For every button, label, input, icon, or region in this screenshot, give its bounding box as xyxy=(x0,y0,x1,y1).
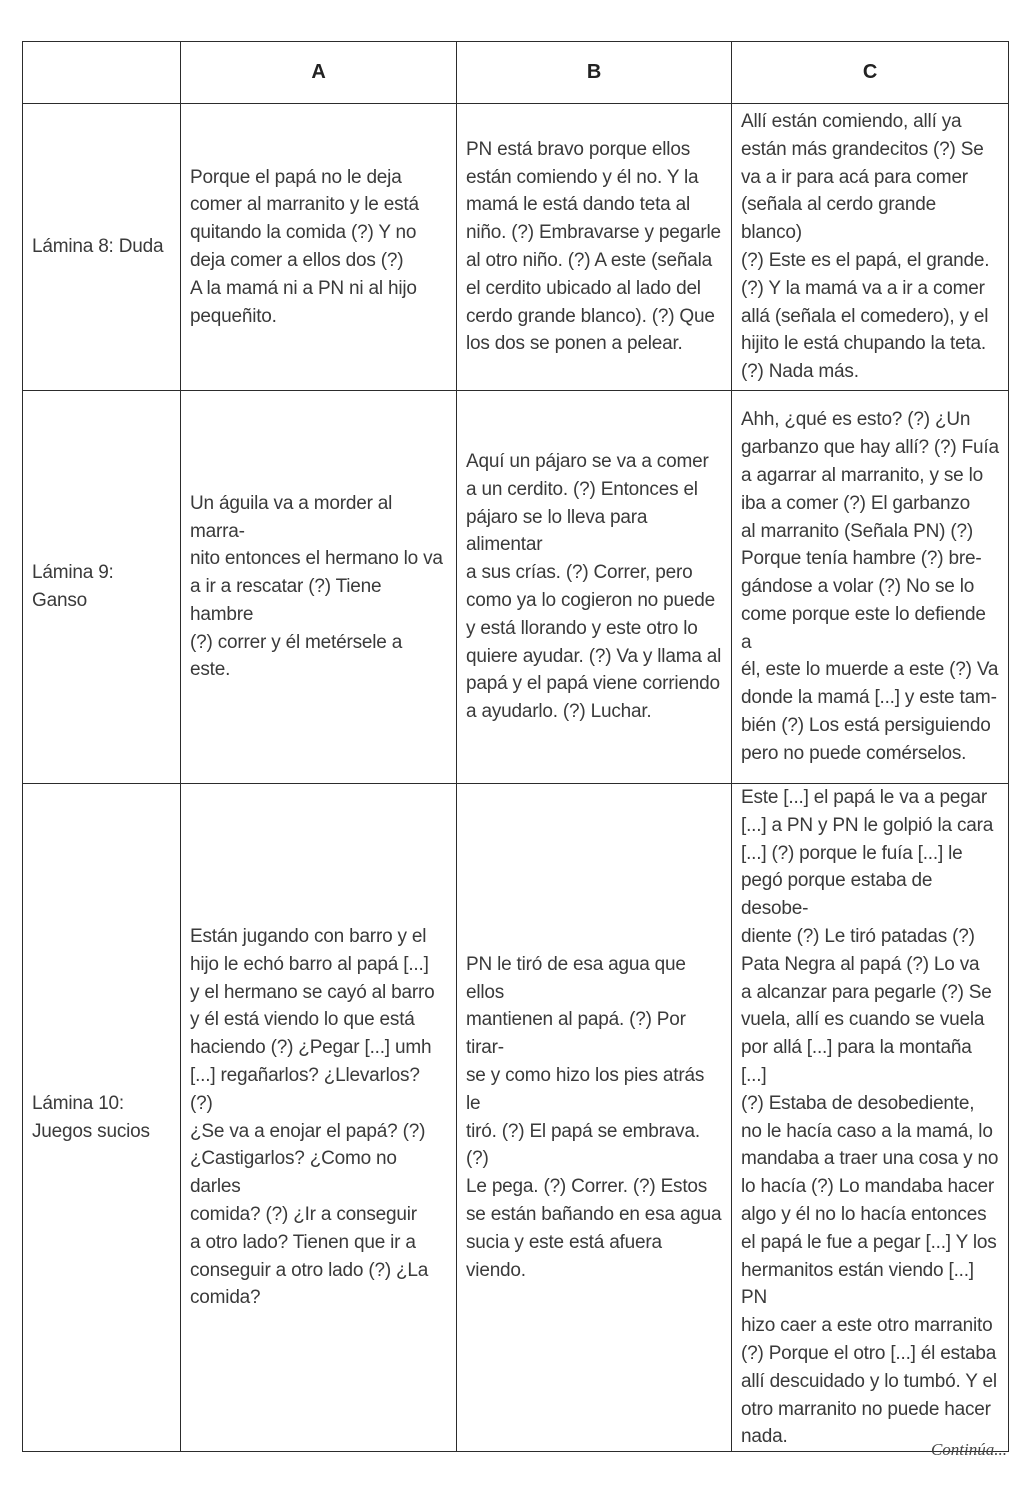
table-row xyxy=(23,391,1009,784)
cell-a: Porque el papá no le deja comer al marranito y le está quitando la comida (?) Y no deja comer a ellos dos (?) A la mamá ni a PN ni al hijo pequeñito. xyxy=(181,104,457,391)
cell-b: PN le tiró de esa agua que ellos mantienen al papá. (?) Por tirar- se y como hizo los pies atrás le tiró. (?) El papá se embrava. (?) Le pega. (?) Correr. (?) Estos se están bañando en esa agua sucia y este está afuera viendo. xyxy=(457,784,732,1452)
header-b: B xyxy=(457,42,732,104)
continued-note: Continúa... xyxy=(930,1440,1007,1459)
cell-c: Ahh, ¿qué es esto? (?) ¿Un garbanzo que hay allí? (?) Fuía a agarrar al marranito, y se lo iba a comer (?) El garbanzo al marranito (Señala PN) (?) Porque tenía hambre (?) bre- gándose a volar (?) No se lo come porque este lo defiende a él, este lo muerde a este (?) Va donde la mamá [...] y este tam- bién (?) Los está persiguiendo pero no puede comérselos. xyxy=(732,391,1009,784)
header-c: C xyxy=(732,42,1009,104)
response-table xyxy=(22,41,1009,1452)
row-label: Lámina 10: Juegos sucios xyxy=(23,784,181,1452)
row-label: Lámina 8: Duda xyxy=(23,104,181,391)
table-row xyxy=(23,784,1009,1452)
cell-c: Este [...] el papá le va a pegar [...] a PN y PN le golpió la cara [...] (?) porque le fuía [...] le pegó porque estaba de desobe- diente (?) Le tiró patadas (?) Pata Negra al papá (?) Lo va a alcanzar para pegarle (?) Se vuela, allí es cuando se vuela por allá [...] para la montaña [...] (?) Estaba de desobediente, no le hacía caso a la mamá, lo mandaba a traer una cosa y no lo hacía (?) Lo mandaba hacer algo y él no lo hacía entonces el papá le fue a pegar [...] Y los hermanitos están viendo [...] PN hizo caer a este otro marranito (?) Porque el otro [...] él estaba allí descuidado y lo tumbó. Y el otro marranito no puede hacer nada. xyxy=(732,784,1009,1452)
header-empty xyxy=(23,42,181,104)
cell-a: Un águila va a morder al marra- nito entonces el hermano lo va a ir a rescatar (?) Tiene hambre (?) correr y él metérsele a este. xyxy=(181,391,457,784)
cell-b: Aquí un pájaro se va a comer a un cerdito. (?) Entonces el pájaro se lo lleva para alimentar a sus crías. (?) Correr, pero como ya lo cogieron no puede y está llorando y este otro lo quiere ayudar. (?) Va y llama al papá y el papá viene corriendo a ayudarlo. (?) Luchar. xyxy=(457,391,732,784)
cell-a: Están jugando con barro y el hijo le echó barro al papá [...] y el hermano se cayó al barro y él está viendo lo que está haciendo (?) ¿Pegar [...] umh [...] regañarlos? ¿Llevarlos? (?) ¿Se va a enojar el papá? (?) ¿Castigarlos? ¿Como no darles comida? (?) ¿Ir a conseguir a otro lado? Tienen que ir a conseguir a otro lado (?) ¿La comida? xyxy=(181,784,457,1452)
header-row xyxy=(23,42,1009,104)
row-label: Lámina 9: Ganso xyxy=(23,391,181,784)
table-row xyxy=(23,104,1009,391)
header-a: A xyxy=(181,42,457,104)
cell-c: Allí están comiendo, allí ya están más grandecitos (?) Se va a ir para acá para comer (señala al cerdo grande blanco) (?) Este es el papá, el grande. (?) Y la mamá va a ir a comer allá (señala el comedero), y el hijito le está chupando la teta. (?) Nada más. xyxy=(732,104,1009,391)
cell-b: PN está bravo porque ellos están comiendo y él no. Y la mamá le está dando teta al niño. (?) Embravarse y pegarle al otro niño. (?) A este (señala el cerdito ubicado al lado del cerdo grande blanco). (?) Que los dos se ponen a pelear. xyxy=(457,104,732,391)
